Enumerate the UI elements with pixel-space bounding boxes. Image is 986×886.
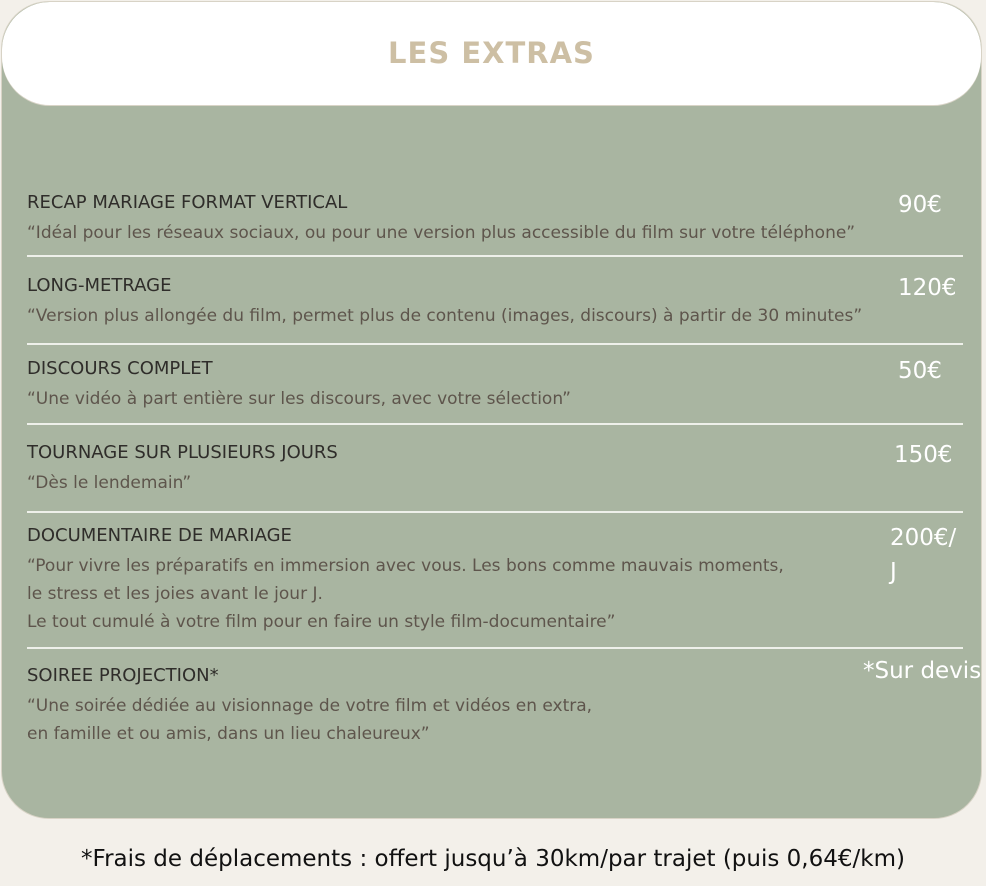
extra-item-price: 150€ xyxy=(894,442,953,468)
extra-item-price: *Sur devis xyxy=(863,658,982,684)
extra-item-price: 50€ xyxy=(898,358,942,384)
divider xyxy=(27,647,963,649)
extra-item-description: “Une soirée dédiée au visionnage de votre film et vidéos en extra, en famille et ou amis, dans un lieu chaleureux” xyxy=(27,696,593,744)
divider xyxy=(27,423,963,425)
extra-item-title: DOCUMENTAIRE DE MARIAGE xyxy=(27,525,292,546)
divider xyxy=(27,255,963,257)
extra-item-description: “Idéal pour les réseaux sociaux, ou pour une version plus accessible du film sur votre téléphone” xyxy=(27,223,856,243)
extra-item-description: “Dès le lendemain” xyxy=(27,473,192,493)
extra-item-title: SOIREE PROJECTION* xyxy=(27,665,219,686)
page-title: LES EXTRAS xyxy=(388,35,595,70)
travel-fees-note: *Frais de déplacements : offert jusqu’à 30km/par trajet (puis 0,64€/km) xyxy=(81,846,905,872)
extra-item-price: 200€/ J xyxy=(890,525,957,585)
extra-item-title: DISCOURS COMPLET xyxy=(27,358,213,379)
divider xyxy=(27,343,963,345)
extra-item-price: 120€ xyxy=(898,275,957,301)
extra-item-description: “Version plus allongée du film, permet plus de contenu (images, discours) à partir de 30 minutes” xyxy=(27,306,863,326)
extra-item-description: “Une vidéo à part entière sur les discours, avec votre sélection” xyxy=(27,389,571,409)
extra-item-price: 90€ xyxy=(898,192,942,218)
extra-item-title: LONG-METRAGE xyxy=(27,275,172,296)
extras-card xyxy=(1,1,982,819)
extra-item-title: TOURNAGE SUR PLUSIEURS JOURS xyxy=(27,442,338,463)
divider xyxy=(27,511,963,513)
header-panel xyxy=(2,2,981,105)
extra-item-title: RECAP MARIAGE FORMAT VERTICAL xyxy=(27,192,348,213)
extra-item-description: “Pour vivre les préparatifs en immersion avec vous. Les bons comme mauvais moments, le stress et les joies avant le jour J. Le tout cumulé à votre film pour en faire un style film-documentaire” xyxy=(27,556,784,632)
